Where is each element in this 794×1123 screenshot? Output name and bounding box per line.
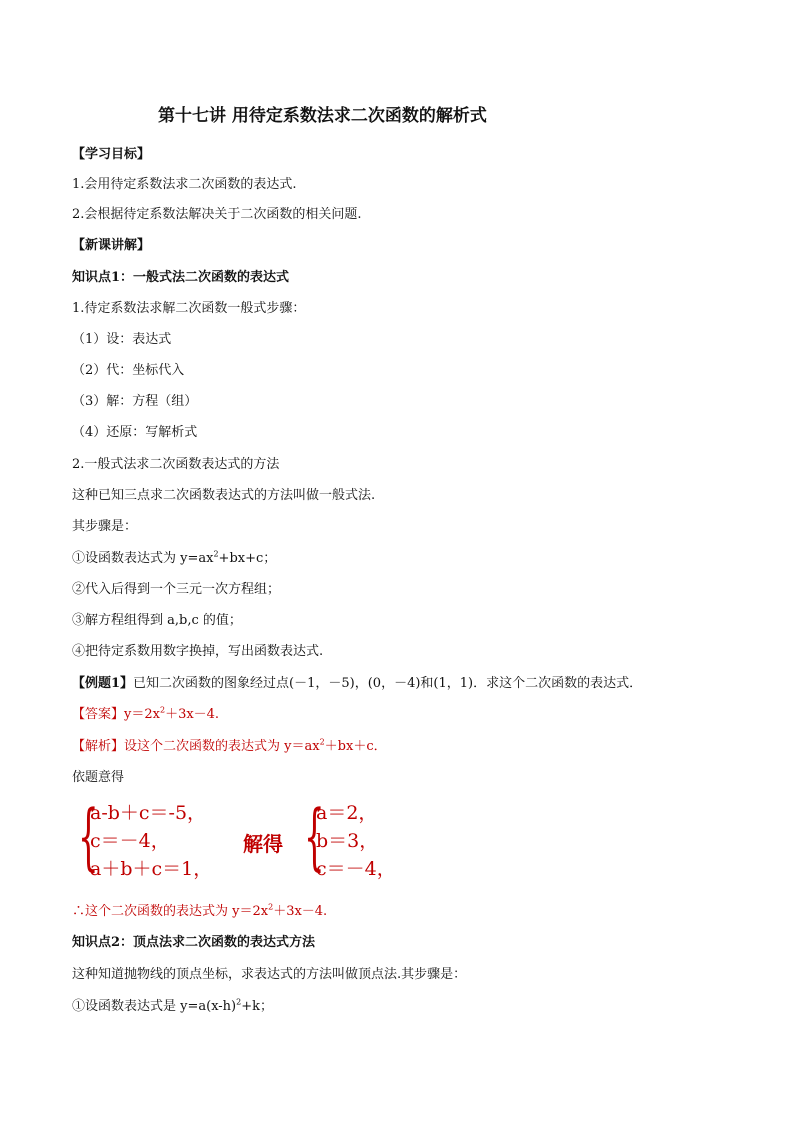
system-right-line-2: b＝3， bbox=[316, 830, 379, 852]
system-right-line-3: c＝－4， bbox=[316, 858, 396, 880]
system-left-line-3: a＋b＋c＝1， bbox=[90, 858, 213, 880]
exponent: 2 bbox=[319, 737, 325, 747]
objectives-header: 【学习目标】 bbox=[72, 147, 151, 162]
method-step-1 bbox=[72, 550, 276, 568]
analysis-label: 【解析】 bbox=[72, 739, 125, 754]
analysis-suffix: ＋bx＋c． bbox=[324, 739, 387, 754]
system-right-line-1: a＝2， bbox=[316, 802, 378, 824]
conclusion-prefix: ∴这个二次函数的表达式为 y＝2x bbox=[72, 904, 269, 919]
method-description: 这种已知三点求二次函数表达式的方法叫做一般式法. bbox=[72, 488, 376, 503]
analysis-line bbox=[72, 738, 387, 756]
example-text: 已知二次函数的图象经过点(－1，－5)，(0，－4)和(1，1)．求这个二次函数的表达式． bbox=[133, 676, 643, 691]
vertex-step-1-suffix: +k； bbox=[241, 999, 274, 1014]
exponent: 2 bbox=[236, 997, 242, 1007]
exponent: 2 bbox=[159, 705, 166, 715]
solve-label: 解得 bbox=[243, 832, 283, 856]
method-step-2: ②代入后得到一个三元一次方程组； bbox=[72, 582, 281, 597]
method-step-3: ③解方程组得到 a,b,c 的值； bbox=[72, 613, 242, 628]
method-title: 2.一般式法求二次函数表达式的方法 bbox=[72, 457, 280, 472]
example-1 bbox=[72, 675, 642, 693]
knowledge-point-2-title: 知识点2：顶点法求二次函数的表达式方法 bbox=[72, 935, 316, 950]
knowledge-point-1-title: 知识点1：一般式法二次函数的表达式 bbox=[72, 270, 290, 285]
vertex-description: 这种知道抛物线的顶点坐标，求表达式的方法叫做顶点法.其步骤是： bbox=[72, 967, 467, 982]
example-label: 【例题1】 bbox=[72, 676, 134, 691]
step-3: （3）解：方程（组） bbox=[72, 394, 198, 409]
method-step-1-text: ①设函数表达式为 y=ax bbox=[72, 551, 214, 566]
step-2: （2）代：坐标代入 bbox=[72, 363, 185, 378]
answer-line bbox=[72, 706, 219, 724]
answer-suffix: ＋3x－4. bbox=[165, 707, 220, 722]
exponent: 2 bbox=[213, 549, 219, 559]
new-lesson-header: 【新课讲解】 bbox=[72, 238, 151, 253]
method-steps-label: 其步骤是： bbox=[72, 519, 138, 534]
step-4: （4）还原：写解析式 bbox=[72, 425, 198, 440]
conclusion-suffix: ＋3x－4. bbox=[273, 904, 328, 919]
system-left-line-2: c＝－4， bbox=[90, 830, 170, 852]
method-step-4: ④把待定系数用数字换掉，写出函数表达式. bbox=[72, 644, 324, 659]
answer-label: 【答案】 bbox=[72, 707, 125, 722]
analysis-prefix: 设这个二次函数的表达式为 y＝ax bbox=[124, 739, 320, 754]
system-left-line-1: a-b＋c＝-5， bbox=[90, 802, 207, 824]
by-question-label: 依题意得 bbox=[72, 770, 125, 785]
vertex-step-1-text: ①设函数表达式是 y=a(x-h) bbox=[72, 999, 237, 1014]
objective-1: 1.会用待定系数法求二次函数的表达式. bbox=[72, 177, 297, 192]
vertex-step-1 bbox=[72, 998, 273, 1016]
conclusion-line bbox=[72, 903, 327, 921]
left-brace-icon: { bbox=[304, 794, 325, 878]
steps-intro: 1.待定系数法求解二次函数一般式步骤： bbox=[72, 301, 306, 316]
page-title: 第十七讲 用待定系数法求二次函数的解析式 bbox=[158, 106, 487, 126]
exponent: 2 bbox=[268, 902, 274, 912]
left-brace-icon: { bbox=[78, 794, 99, 878]
step-1: （1）设：表达式 bbox=[72, 332, 172, 347]
objective-2: 2.会根据待定系数法解决关于二次函数的相关问题. bbox=[72, 207, 362, 222]
equation-system bbox=[78, 794, 438, 882]
method-step-1-suffix: +bx+c； bbox=[218, 551, 277, 566]
answer-prefix: y＝2x bbox=[124, 707, 160, 722]
